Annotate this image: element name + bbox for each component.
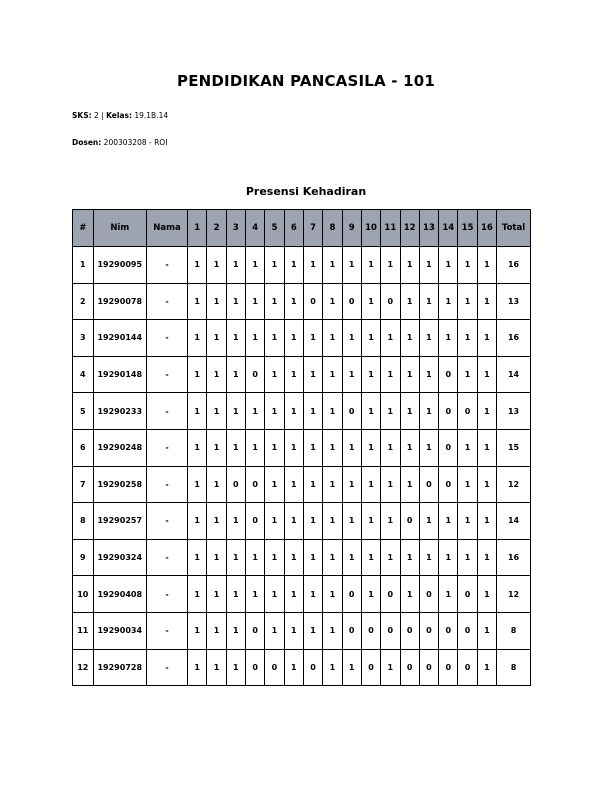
attendance-mark-cell: 1 bbox=[458, 503, 477, 540]
attendance-mark-cell: 1 bbox=[207, 539, 226, 576]
attendance-mark-cell: 1 bbox=[226, 393, 245, 430]
column-header: 15 bbox=[458, 210, 477, 247]
attendance-mark-cell: 1 bbox=[400, 356, 419, 393]
attendance-mark-cell: 1 bbox=[303, 576, 322, 613]
attendance-mark-cell: 1 bbox=[246, 429, 265, 466]
attendance-mark-cell: 0 bbox=[303, 649, 322, 686]
nim-cell: 19290324 bbox=[93, 539, 146, 576]
kelas-value: 19.1B.14 bbox=[134, 111, 169, 120]
attendance-mark-cell: 1 bbox=[207, 283, 226, 320]
attendance-mark-cell: 1 bbox=[207, 429, 226, 466]
nama-cell: - bbox=[146, 612, 187, 649]
attendance-mark-cell: 1 bbox=[265, 612, 284, 649]
attendance-mark-cell: 1 bbox=[458, 320, 477, 357]
attendance-mark-cell: 1 bbox=[226, 283, 245, 320]
attendance-mark-cell: 0 bbox=[439, 429, 458, 466]
column-header: 3 bbox=[226, 210, 245, 247]
attendance-mark-cell: 1 bbox=[342, 320, 361, 357]
dosen-value: 200303208 - ROI bbox=[103, 138, 168, 147]
attendance-mark-cell: 1 bbox=[419, 503, 438, 540]
attendance-mark-cell: 1 bbox=[226, 649, 245, 686]
attendance-mark-cell: 1 bbox=[381, 539, 400, 576]
nim-cell: 19290034 bbox=[93, 612, 146, 649]
attendance-mark-cell: 1 bbox=[303, 320, 322, 357]
attendance-mark-cell: 0 bbox=[439, 466, 458, 503]
attendance-mark-cell: 1 bbox=[284, 612, 303, 649]
attendance-mark-cell: 0 bbox=[400, 612, 419, 649]
nim-cell: 19290408 bbox=[93, 576, 146, 613]
attendance-mark-cell: 1 bbox=[226, 576, 245, 613]
column-header: 11 bbox=[381, 210, 400, 247]
attendance-mark-cell: 1 bbox=[207, 576, 226, 613]
attendance-mark-cell: 1 bbox=[323, 503, 342, 540]
total-cell: 8 bbox=[497, 649, 531, 686]
attendance-mark-cell: 0 bbox=[419, 466, 438, 503]
attendance-mark-cell: 1 bbox=[188, 612, 207, 649]
attendance-mark-cell: 1 bbox=[207, 320, 226, 357]
row-number-cell: 4 bbox=[73, 356, 94, 393]
nim-cell: 19290233 bbox=[93, 393, 146, 430]
attendance-mark-cell: 1 bbox=[246, 283, 265, 320]
attendance-mark-cell: 1 bbox=[246, 320, 265, 357]
nama-cell: - bbox=[146, 539, 187, 576]
attendance-mark-cell: 1 bbox=[361, 429, 380, 466]
nim-cell: 19290078 bbox=[93, 283, 146, 320]
column-header: 9 bbox=[342, 210, 361, 247]
attendance-mark-cell: 1 bbox=[458, 356, 477, 393]
attendance-mark-cell: 1 bbox=[477, 429, 496, 466]
attendance-mark-cell: 1 bbox=[477, 649, 496, 686]
attendance-mark-cell: 0 bbox=[342, 612, 361, 649]
column-header: 13 bbox=[419, 210, 438, 247]
attendance-mark-cell: 1 bbox=[188, 429, 207, 466]
attendance-mark-cell: 1 bbox=[284, 539, 303, 576]
table-row bbox=[73, 539, 531, 576]
attendance-mark-cell: 1 bbox=[303, 503, 322, 540]
attendance-mark-cell: 1 bbox=[477, 503, 496, 540]
attendance-mark-cell: 1 bbox=[323, 466, 342, 503]
nim-cell: 19290148 bbox=[93, 356, 146, 393]
attendance-mark-cell: 1 bbox=[284, 247, 303, 284]
row-number-cell: 10 bbox=[73, 576, 94, 613]
sks-value: 2 | bbox=[94, 111, 107, 120]
attendance-mark-cell: 0 bbox=[246, 356, 265, 393]
attendance-mark-cell: 1 bbox=[400, 320, 419, 357]
attendance-mark-cell: 1 bbox=[458, 429, 477, 466]
total-cell: 13 bbox=[497, 283, 531, 320]
attendance-mark-cell: 1 bbox=[342, 539, 361, 576]
total-cell: 16 bbox=[497, 539, 531, 576]
attendance-mark-cell: 1 bbox=[188, 283, 207, 320]
column-header: # bbox=[73, 210, 94, 247]
total-cell: 16 bbox=[497, 320, 531, 357]
attendance-mark-cell: 1 bbox=[342, 503, 361, 540]
attendance-mark-cell: 1 bbox=[419, 429, 438, 466]
table-row bbox=[73, 247, 531, 284]
table-header-row bbox=[73, 210, 531, 247]
total-cell: 8 bbox=[497, 612, 531, 649]
column-header: 5 bbox=[265, 210, 284, 247]
attendance-mark-cell: 1 bbox=[458, 539, 477, 576]
attendance-mark-cell: 1 bbox=[207, 649, 226, 686]
total-cell: 13 bbox=[497, 393, 531, 430]
attendance-mark-cell: 1 bbox=[458, 466, 477, 503]
attendance-mark-cell: 1 bbox=[284, 429, 303, 466]
attendance-mark-cell: 1 bbox=[477, 283, 496, 320]
nim-cell: 19290095 bbox=[93, 247, 146, 284]
attendance-mark-cell: 1 bbox=[265, 247, 284, 284]
attendance-mark-cell: 1 bbox=[284, 283, 303, 320]
attendance-mark-cell: 1 bbox=[188, 356, 207, 393]
row-number-cell: 2 bbox=[73, 283, 94, 320]
dosen-label: Dosen: bbox=[72, 138, 102, 147]
attendance-mark-cell: 0 bbox=[246, 612, 265, 649]
table-row bbox=[73, 429, 531, 466]
kelas-label: Kelas: bbox=[106, 111, 132, 120]
attendance-mark-cell: 1 bbox=[265, 576, 284, 613]
attendance-mark-cell: 1 bbox=[323, 612, 342, 649]
attendance-mark-cell: 1 bbox=[477, 356, 496, 393]
column-header: Total bbox=[497, 210, 531, 247]
attendance-mark-cell: 1 bbox=[303, 612, 322, 649]
attendance-mark-cell: 1 bbox=[419, 539, 438, 576]
course-info-line bbox=[72, 111, 168, 120]
attendance-mark-cell: 1 bbox=[284, 320, 303, 357]
attendance-mark-cell: 1 bbox=[284, 466, 303, 503]
attendance-mark-cell: 1 bbox=[265, 393, 284, 430]
lecturer-info-line bbox=[72, 138, 167, 147]
nama-cell: - bbox=[146, 429, 187, 466]
attendance-mark-cell: 1 bbox=[477, 612, 496, 649]
attendance-mark-cell: 1 bbox=[361, 320, 380, 357]
attendance-mark-cell: 1 bbox=[381, 649, 400, 686]
attendance-mark-cell: 0 bbox=[246, 466, 265, 503]
attendance-mark-cell: 1 bbox=[226, 320, 245, 357]
attendance-mark-cell: 1 bbox=[419, 356, 438, 393]
attendance-mark-cell: 1 bbox=[246, 247, 265, 284]
row-number-cell: 3 bbox=[73, 320, 94, 357]
table-row bbox=[73, 503, 531, 540]
attendance-mark-cell: 1 bbox=[477, 247, 496, 284]
attendance-mark-cell: 1 bbox=[207, 356, 226, 393]
attendance-mark-cell: 1 bbox=[303, 247, 322, 284]
column-header: 14 bbox=[439, 210, 458, 247]
attendance-mark-cell: 1 bbox=[400, 247, 419, 284]
attendance-mark-cell: 1 bbox=[188, 320, 207, 357]
attendance-mark-cell: 1 bbox=[226, 429, 245, 466]
attendance-mark-cell: 1 bbox=[303, 466, 322, 503]
nama-cell: - bbox=[146, 283, 187, 320]
table-row bbox=[73, 576, 531, 613]
total-cell: 12 bbox=[497, 466, 531, 503]
attendance-mark-cell: 1 bbox=[303, 539, 322, 576]
attendance-mark-cell: 1 bbox=[400, 539, 419, 576]
attendance-mark-cell: 1 bbox=[477, 393, 496, 430]
nama-cell: - bbox=[146, 393, 187, 430]
attendance-mark-cell: 0 bbox=[361, 649, 380, 686]
row-number-cell: 6 bbox=[73, 429, 94, 466]
attendance-mark-cell: 1 bbox=[458, 283, 477, 320]
attendance-mark-cell: 1 bbox=[188, 539, 207, 576]
attendance-mark-cell: 0 bbox=[458, 576, 477, 613]
column-header: Nama bbox=[146, 210, 187, 247]
attendance-mark-cell: 0 bbox=[246, 649, 265, 686]
attendance-mark-cell: 1 bbox=[246, 393, 265, 430]
attendance-mark-cell: 0 bbox=[439, 612, 458, 649]
attendance-mark-cell: 1 bbox=[458, 247, 477, 284]
attendance-mark-cell: 1 bbox=[226, 612, 245, 649]
nama-cell: - bbox=[146, 466, 187, 503]
attendance-mark-cell: 0 bbox=[381, 612, 400, 649]
total-cell: 15 bbox=[497, 429, 531, 466]
column-header: 6 bbox=[284, 210, 303, 247]
attendance-mark-cell: 1 bbox=[323, 649, 342, 686]
attendance-mark-cell: 1 bbox=[342, 429, 361, 466]
column-header: 16 bbox=[477, 210, 496, 247]
attendance-mark-cell: 0 bbox=[400, 649, 419, 686]
attendance-mark-cell: 0 bbox=[226, 466, 245, 503]
attendance-mark-cell: 0 bbox=[439, 356, 458, 393]
attendance-mark-cell: 1 bbox=[381, 503, 400, 540]
attendance-mark-cell: 1 bbox=[477, 539, 496, 576]
attendance-mark-cell: 1 bbox=[188, 466, 207, 503]
attendance-mark-cell: 1 bbox=[188, 247, 207, 284]
attendance-mark-cell: 1 bbox=[400, 429, 419, 466]
nim-cell: 19290257 bbox=[93, 503, 146, 540]
attendance-mark-cell: 1 bbox=[400, 576, 419, 613]
table-row bbox=[73, 466, 531, 503]
attendance-mark-cell: 1 bbox=[284, 356, 303, 393]
attendance-mark-cell: 1 bbox=[284, 503, 303, 540]
table-row bbox=[73, 283, 531, 320]
total-cell: 12 bbox=[497, 576, 531, 613]
column-header: 7 bbox=[303, 210, 322, 247]
attendance-mark-cell: 1 bbox=[207, 466, 226, 503]
attendance-mark-cell: 1 bbox=[381, 247, 400, 284]
attendance-mark-cell: 1 bbox=[361, 356, 380, 393]
attendance-mark-cell: 1 bbox=[381, 320, 400, 357]
nim-cell: 19290248 bbox=[93, 429, 146, 466]
attendance-mark-cell: 1 bbox=[246, 539, 265, 576]
attendance-mark-cell: 0 bbox=[361, 612, 380, 649]
attendance-mark-cell: 1 bbox=[226, 503, 245, 540]
column-header: 1 bbox=[188, 210, 207, 247]
attendance-mark-cell: 1 bbox=[361, 393, 380, 430]
attendance-mark-cell: 1 bbox=[226, 356, 245, 393]
attendance-mark-cell: 1 bbox=[439, 247, 458, 284]
attendance-mark-cell: 0 bbox=[458, 649, 477, 686]
attendance-mark-cell: 1 bbox=[400, 283, 419, 320]
attendance-mark-cell: 1 bbox=[188, 576, 207, 613]
column-header: 12 bbox=[400, 210, 419, 247]
attendance-mark-cell: 1 bbox=[477, 320, 496, 357]
attendance-mark-cell: 0 bbox=[419, 649, 438, 686]
row-number-cell: 5 bbox=[73, 393, 94, 430]
attendance-mark-cell: 0 bbox=[419, 612, 438, 649]
attendance-mark-cell: 1 bbox=[477, 576, 496, 613]
attendance-mark-cell: 1 bbox=[381, 466, 400, 503]
attendance-mark-cell: 1 bbox=[226, 247, 245, 284]
attendance-mark-cell: 1 bbox=[323, 539, 342, 576]
row-number-cell: 7 bbox=[73, 466, 94, 503]
attendance-mark-cell: 1 bbox=[188, 393, 207, 430]
nama-cell: - bbox=[146, 247, 187, 284]
attendance-mark-cell: 1 bbox=[361, 576, 380, 613]
attendance-mark-cell: 0 bbox=[342, 393, 361, 430]
nim-cell: 19290258 bbox=[93, 466, 146, 503]
attendance-mark-cell: 1 bbox=[303, 429, 322, 466]
attendance-mark-cell: 0 bbox=[342, 576, 361, 613]
attendance-mark-cell: 1 bbox=[439, 503, 458, 540]
attendance-mark-cell: 1 bbox=[361, 503, 380, 540]
attendance-mark-cell: 1 bbox=[361, 466, 380, 503]
attendance-mark-cell: 1 bbox=[265, 320, 284, 357]
attendance-mark-cell: 1 bbox=[303, 393, 322, 430]
attendance-mark-cell: 0 bbox=[458, 612, 477, 649]
document-title: PENDIDIKAN PANCASILA - 101 bbox=[177, 72, 435, 90]
attendance-mark-cell: 1 bbox=[381, 393, 400, 430]
attendance-mark-cell: 1 bbox=[323, 320, 342, 357]
attendance-mark-cell: 1 bbox=[439, 539, 458, 576]
attendance-mark-cell: 1 bbox=[419, 320, 438, 357]
attendance-mark-cell: 1 bbox=[381, 429, 400, 466]
attendance-mark-cell: 1 bbox=[284, 393, 303, 430]
row-number-cell: 11 bbox=[73, 612, 94, 649]
attendance-mark-cell: 1 bbox=[439, 283, 458, 320]
attendance-mark-cell: 1 bbox=[419, 247, 438, 284]
attendance-mark-cell: 1 bbox=[188, 503, 207, 540]
attendance-mark-cell: 0 bbox=[458, 393, 477, 430]
attendance-mark-cell: 1 bbox=[342, 649, 361, 686]
section-title: Presensi Kehadiran bbox=[245, 185, 367, 198]
attendance-mark-cell: 1 bbox=[207, 612, 226, 649]
attendance-mark-cell: 1 bbox=[323, 356, 342, 393]
attendance-mark-cell: 0 bbox=[381, 283, 400, 320]
table-row bbox=[73, 649, 531, 686]
attendance-mark-cell: 1 bbox=[342, 356, 361, 393]
total-cell: 14 bbox=[497, 356, 531, 393]
attendance-mark-cell: 1 bbox=[265, 429, 284, 466]
nim-cell: 19290728 bbox=[93, 649, 146, 686]
attendance-mark-cell: 1 bbox=[361, 247, 380, 284]
attendance-mark-cell: 1 bbox=[284, 649, 303, 686]
attendance-mark-cell: 1 bbox=[361, 283, 380, 320]
column-header: 8 bbox=[323, 210, 342, 247]
attendance-mark-cell: 1 bbox=[207, 247, 226, 284]
attendance-mark-cell: 1 bbox=[284, 576, 303, 613]
column-header: Nim bbox=[93, 210, 146, 247]
attendance-mark-cell: 1 bbox=[323, 247, 342, 284]
attendance-mark-cell: 1 bbox=[323, 283, 342, 320]
column-header: 10 bbox=[361, 210, 380, 247]
nim-cell: 19290144 bbox=[93, 320, 146, 357]
table-row bbox=[73, 393, 531, 430]
attendance-mark-cell: 1 bbox=[265, 466, 284, 503]
row-number-cell: 8 bbox=[73, 503, 94, 540]
table-body bbox=[73, 247, 531, 686]
attendance-mark-cell: 1 bbox=[265, 283, 284, 320]
nama-cell: - bbox=[146, 576, 187, 613]
attendance-mark-cell: 0 bbox=[381, 576, 400, 613]
attendance-mark-cell: 1 bbox=[303, 356, 322, 393]
attendance-mark-cell: 1 bbox=[439, 320, 458, 357]
attendance-mark-cell: 1 bbox=[439, 576, 458, 613]
total-cell: 16 bbox=[497, 247, 531, 284]
attendance-mark-cell: 1 bbox=[323, 576, 342, 613]
row-number-cell: 1 bbox=[73, 247, 94, 284]
attendance-mark-cell: 1 bbox=[207, 503, 226, 540]
attendance-mark-cell: 1 bbox=[323, 429, 342, 466]
nama-cell: - bbox=[146, 649, 187, 686]
total-cell: 14 bbox=[497, 503, 531, 540]
attendance-mark-cell: 1 bbox=[400, 393, 419, 430]
attendance-mark-cell: 1 bbox=[419, 283, 438, 320]
nama-cell: - bbox=[146, 503, 187, 540]
attendance-mark-cell: 0 bbox=[439, 649, 458, 686]
row-number-cell: 9 bbox=[73, 539, 94, 576]
attendance-mark-cell: 1 bbox=[188, 649, 207, 686]
attendance-mark-cell: 1 bbox=[323, 393, 342, 430]
attendance-mark-cell: 1 bbox=[381, 356, 400, 393]
attendance-mark-cell: 1 bbox=[400, 466, 419, 503]
attendance-mark-cell: 1 bbox=[265, 356, 284, 393]
attendance-table bbox=[72, 209, 531, 686]
attendance-mark-cell: 1 bbox=[342, 247, 361, 284]
nama-cell: - bbox=[146, 320, 187, 357]
attendance-mark-cell: 0 bbox=[342, 283, 361, 320]
table-row bbox=[73, 612, 531, 649]
nama-cell: - bbox=[146, 356, 187, 393]
attendance-mark-cell: 0 bbox=[303, 283, 322, 320]
attendance-mark-cell: 1 bbox=[226, 539, 245, 576]
attendance-mark-cell: 0 bbox=[265, 649, 284, 686]
attendance-mark-cell: 1 bbox=[246, 576, 265, 613]
attendance-mark-cell: 1 bbox=[419, 393, 438, 430]
attendance-mark-cell: 1 bbox=[207, 393, 226, 430]
attendance-mark-cell: 1 bbox=[265, 539, 284, 576]
attendance-mark-cell: 0 bbox=[439, 393, 458, 430]
attendance-mark-cell: 0 bbox=[400, 503, 419, 540]
attendance-mark-cell: 1 bbox=[342, 466, 361, 503]
row-number-cell: 12 bbox=[73, 649, 94, 686]
column-header: 2 bbox=[207, 210, 226, 247]
attendance-mark-cell: 0 bbox=[419, 576, 438, 613]
attendance-mark-cell: 1 bbox=[361, 539, 380, 576]
column-header: 4 bbox=[246, 210, 265, 247]
attendance-mark-cell: 1 bbox=[477, 466, 496, 503]
sks-label: SKS: bbox=[72, 111, 92, 120]
attendance-mark-cell: 0 bbox=[246, 503, 265, 540]
table-row bbox=[73, 320, 531, 357]
attendance-mark-cell: 1 bbox=[265, 503, 284, 540]
table-row bbox=[73, 356, 531, 393]
